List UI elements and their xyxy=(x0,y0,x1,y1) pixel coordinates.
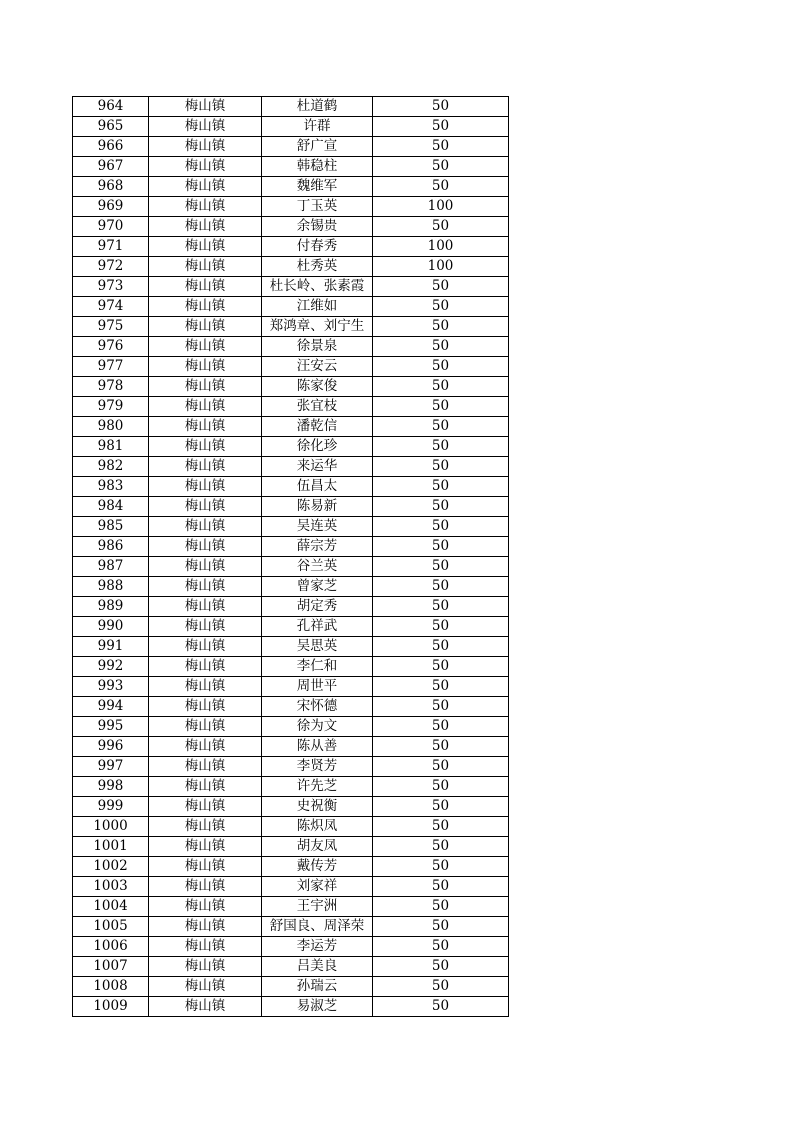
row-number-cell: 969 xyxy=(73,197,149,217)
table-row xyxy=(73,597,509,617)
town-cell: 梅山镇 xyxy=(149,97,262,117)
row-number-cell: 1006 xyxy=(73,937,149,957)
table-row xyxy=(73,817,509,837)
row-number-cell: 965 xyxy=(73,117,149,137)
name-cell: 丁玉英 xyxy=(262,197,373,217)
amount-cell: 50 xyxy=(373,597,509,617)
table-row xyxy=(73,97,509,117)
town-cell: 梅山镇 xyxy=(149,837,262,857)
name-cell: 周世平 xyxy=(262,677,373,697)
town-cell: 梅山镇 xyxy=(149,437,262,457)
town-cell: 梅山镇 xyxy=(149,677,262,697)
amount-cell: 50 xyxy=(373,337,509,357)
name-cell: 杜长岭、张素霞 xyxy=(262,277,373,297)
amount-cell: 50 xyxy=(373,817,509,837)
town-cell: 梅山镇 xyxy=(149,157,262,177)
name-cell: 薛宗芳 xyxy=(262,537,373,557)
name-cell: 李运芳 xyxy=(262,937,373,957)
amount-cell: 50 xyxy=(373,697,509,717)
amount-cell: 100 xyxy=(373,197,509,217)
table-row xyxy=(73,917,509,937)
table-row xyxy=(73,657,509,677)
amount-cell: 50 xyxy=(373,497,509,517)
town-cell: 梅山镇 xyxy=(149,477,262,497)
amount-cell: 50 xyxy=(373,677,509,697)
town-cell: 梅山镇 xyxy=(149,957,262,977)
row-number-cell: 994 xyxy=(73,697,149,717)
table-row xyxy=(73,697,509,717)
town-cell: 梅山镇 xyxy=(149,617,262,637)
town-cell: 梅山镇 xyxy=(149,257,262,277)
town-cell: 梅山镇 xyxy=(149,337,262,357)
name-cell: 舒国良、周泽荣 xyxy=(262,917,373,937)
amount-cell: 50 xyxy=(373,917,509,937)
town-cell: 梅山镇 xyxy=(149,377,262,397)
amount-cell: 50 xyxy=(373,977,509,997)
table-row xyxy=(73,117,509,137)
table-row xyxy=(73,217,509,237)
name-cell: 易淑芝 xyxy=(262,997,373,1017)
table-row xyxy=(73,997,509,1017)
name-cell: 张宜枝 xyxy=(262,397,373,417)
name-cell: 陈家俊 xyxy=(262,377,373,397)
table-row xyxy=(73,417,509,437)
name-cell: 韩稳柱 xyxy=(262,157,373,177)
name-cell: 刘家祥 xyxy=(262,877,373,897)
amount-cell: 100 xyxy=(373,237,509,257)
town-cell: 梅山镇 xyxy=(149,697,262,717)
name-cell: 孙瑞云 xyxy=(262,977,373,997)
table-row xyxy=(73,157,509,177)
row-number-cell: 983 xyxy=(73,477,149,497)
town-cell: 梅山镇 xyxy=(149,397,262,417)
table-row xyxy=(73,677,509,697)
town-cell: 梅山镇 xyxy=(149,717,262,737)
table-row xyxy=(73,497,509,517)
town-cell: 梅山镇 xyxy=(149,917,262,937)
name-cell: 胡友凤 xyxy=(262,837,373,857)
row-number-cell: 1001 xyxy=(73,837,149,857)
row-number-cell: 989 xyxy=(73,597,149,617)
town-cell: 梅山镇 xyxy=(149,237,262,257)
table-row xyxy=(73,197,509,217)
row-number-cell: 984 xyxy=(73,497,149,517)
town-cell: 梅山镇 xyxy=(149,297,262,317)
amount-cell: 50 xyxy=(373,157,509,177)
table-row xyxy=(73,137,509,157)
name-cell: 伍昌太 xyxy=(262,477,373,497)
row-number-cell: 995 xyxy=(73,717,149,737)
amount-cell: 50 xyxy=(373,717,509,737)
table-row xyxy=(73,277,509,297)
town-cell: 梅山镇 xyxy=(149,537,262,557)
town-cell: 梅山镇 xyxy=(149,517,262,537)
amount-cell: 50 xyxy=(373,937,509,957)
name-cell: 郑鸿章、刘宁生 xyxy=(262,317,373,337)
table-row xyxy=(73,557,509,577)
record-table xyxy=(72,96,509,1017)
table-row xyxy=(73,457,509,477)
row-number-cell: 1008 xyxy=(73,977,149,997)
amount-cell: 50 xyxy=(373,537,509,557)
table-row xyxy=(73,437,509,457)
amount-cell: 50 xyxy=(373,377,509,397)
row-number-cell: 967 xyxy=(73,157,149,177)
name-cell: 陈从善 xyxy=(262,737,373,757)
name-cell: 李贤芳 xyxy=(262,757,373,777)
name-cell: 徐化珍 xyxy=(262,437,373,457)
name-cell: 杜秀英 xyxy=(262,257,373,277)
table-row xyxy=(73,177,509,197)
town-cell: 梅山镇 xyxy=(149,597,262,617)
name-cell: 余锡贵 xyxy=(262,217,373,237)
town-cell: 梅山镇 xyxy=(149,197,262,217)
amount-cell: 50 xyxy=(373,117,509,137)
name-cell: 徐景泉 xyxy=(262,337,373,357)
table-row xyxy=(73,357,509,377)
table-row xyxy=(73,737,509,757)
town-cell: 梅山镇 xyxy=(149,117,262,137)
row-number-cell: 1004 xyxy=(73,897,149,917)
amount-cell: 50 xyxy=(373,837,509,857)
table-row xyxy=(73,877,509,897)
town-cell: 梅山镇 xyxy=(149,877,262,897)
name-cell: 魏维军 xyxy=(262,177,373,197)
amount-cell: 50 xyxy=(373,417,509,437)
row-number-cell: 999 xyxy=(73,797,149,817)
amount-cell: 50 xyxy=(373,637,509,657)
name-cell: 吴思英 xyxy=(262,637,373,657)
table-row xyxy=(73,937,509,957)
table-row xyxy=(73,757,509,777)
town-cell: 梅山镇 xyxy=(149,177,262,197)
amount-cell: 50 xyxy=(373,317,509,337)
name-cell: 江维如 xyxy=(262,297,373,317)
row-number-cell: 996 xyxy=(73,737,149,757)
town-cell: 梅山镇 xyxy=(149,137,262,157)
amount-cell: 50 xyxy=(373,297,509,317)
row-number-cell: 988 xyxy=(73,577,149,597)
table-row xyxy=(73,617,509,637)
name-cell: 汪安云 xyxy=(262,357,373,377)
town-cell: 梅山镇 xyxy=(149,857,262,877)
table-row xyxy=(73,237,509,257)
table-row xyxy=(73,297,509,317)
name-cell: 徐为文 xyxy=(262,717,373,737)
name-cell: 杜道鹤 xyxy=(262,97,373,117)
row-number-cell: 980 xyxy=(73,417,149,437)
town-cell: 梅山镇 xyxy=(149,937,262,957)
row-number-cell: 981 xyxy=(73,437,149,457)
row-number-cell: 993 xyxy=(73,677,149,697)
table-row xyxy=(73,717,509,737)
amount-cell: 50 xyxy=(373,277,509,297)
table-row xyxy=(73,797,509,817)
table-row xyxy=(73,257,509,277)
row-number-cell: 1005 xyxy=(73,917,149,937)
amount-cell: 50 xyxy=(373,137,509,157)
town-cell: 梅山镇 xyxy=(149,797,262,817)
table-row xyxy=(73,857,509,877)
town-cell: 梅山镇 xyxy=(149,277,262,297)
name-cell: 胡定秀 xyxy=(262,597,373,617)
town-cell: 梅山镇 xyxy=(149,657,262,677)
row-number-cell: 987 xyxy=(73,557,149,577)
row-number-cell: 966 xyxy=(73,137,149,157)
table-body xyxy=(73,97,509,1017)
town-cell: 梅山镇 xyxy=(149,997,262,1017)
name-cell: 来运华 xyxy=(262,457,373,477)
row-number-cell: 979 xyxy=(73,397,149,417)
amount-cell: 50 xyxy=(373,737,509,757)
town-cell: 梅山镇 xyxy=(149,977,262,997)
amount-cell: 50 xyxy=(373,177,509,197)
row-number-cell: 975 xyxy=(73,317,149,337)
name-cell: 舒广宣 xyxy=(262,137,373,157)
table-row xyxy=(73,317,509,337)
table-row xyxy=(73,577,509,597)
name-cell: 陈炽凤 xyxy=(262,817,373,837)
amount-cell: 50 xyxy=(373,217,509,237)
amount-cell: 100 xyxy=(373,257,509,277)
amount-cell: 50 xyxy=(373,357,509,377)
name-cell: 孔祥武 xyxy=(262,617,373,637)
row-number-cell: 985 xyxy=(73,517,149,537)
row-number-cell: 1003 xyxy=(73,877,149,897)
table-row xyxy=(73,537,509,557)
amount-cell: 50 xyxy=(373,457,509,477)
row-number-cell: 970 xyxy=(73,217,149,237)
row-number-cell: 997 xyxy=(73,757,149,777)
table-row xyxy=(73,977,509,997)
table-row xyxy=(73,517,509,537)
table-row xyxy=(73,777,509,797)
town-cell: 梅山镇 xyxy=(149,637,262,657)
table-row xyxy=(73,377,509,397)
name-cell: 谷兰英 xyxy=(262,557,373,577)
name-cell: 曾家芝 xyxy=(262,577,373,597)
table-row xyxy=(73,637,509,657)
row-number-cell: 971 xyxy=(73,237,149,257)
amount-cell: 50 xyxy=(373,957,509,977)
row-number-cell: 1007 xyxy=(73,957,149,977)
town-cell: 梅山镇 xyxy=(149,757,262,777)
town-cell: 梅山镇 xyxy=(149,497,262,517)
table-row xyxy=(73,897,509,917)
table-row xyxy=(73,837,509,857)
town-cell: 梅山镇 xyxy=(149,777,262,797)
name-cell: 许先芝 xyxy=(262,777,373,797)
amount-cell: 50 xyxy=(373,997,509,1017)
row-number-cell: 992 xyxy=(73,657,149,677)
town-cell: 梅山镇 xyxy=(149,557,262,577)
name-cell: 戴传芳 xyxy=(262,857,373,877)
name-cell: 许群 xyxy=(262,117,373,137)
row-number-cell: 1002 xyxy=(73,857,149,877)
row-number-cell: 1000 xyxy=(73,817,149,837)
row-number-cell: 968 xyxy=(73,177,149,197)
name-cell: 王宇洲 xyxy=(262,897,373,917)
row-number-cell: 982 xyxy=(73,457,149,477)
name-cell: 吕美良 xyxy=(262,957,373,977)
amount-cell: 50 xyxy=(373,757,509,777)
table-row xyxy=(73,957,509,977)
row-number-cell: 964 xyxy=(73,97,149,117)
row-number-cell: 986 xyxy=(73,537,149,557)
name-cell: 陈易新 xyxy=(262,497,373,517)
table-row xyxy=(73,477,509,497)
town-cell: 梅山镇 xyxy=(149,417,262,437)
row-number-cell: 978 xyxy=(73,377,149,397)
name-cell: 史祝衡 xyxy=(262,797,373,817)
name-cell: 宋怀德 xyxy=(262,697,373,717)
row-number-cell: 974 xyxy=(73,297,149,317)
town-cell: 梅山镇 xyxy=(149,217,262,237)
amount-cell: 50 xyxy=(373,97,509,117)
town-cell: 梅山镇 xyxy=(149,737,262,757)
town-cell: 梅山镇 xyxy=(149,817,262,837)
row-number-cell: 990 xyxy=(73,617,149,637)
town-cell: 梅山镇 xyxy=(149,317,262,337)
amount-cell: 50 xyxy=(373,437,509,457)
table-row xyxy=(73,397,509,417)
name-cell: 付春秀 xyxy=(262,237,373,257)
row-number-cell: 977 xyxy=(73,357,149,377)
table-row xyxy=(73,337,509,357)
amount-cell: 50 xyxy=(373,857,509,877)
amount-cell: 50 xyxy=(373,897,509,917)
amount-cell: 50 xyxy=(373,517,509,537)
name-cell: 吴连英 xyxy=(262,517,373,537)
town-cell: 梅山镇 xyxy=(149,577,262,597)
amount-cell: 50 xyxy=(373,797,509,817)
row-number-cell: 976 xyxy=(73,337,149,357)
row-number-cell: 972 xyxy=(73,257,149,277)
town-cell: 梅山镇 xyxy=(149,897,262,917)
amount-cell: 50 xyxy=(373,557,509,577)
town-cell: 梅山镇 xyxy=(149,457,262,477)
amount-cell: 50 xyxy=(373,777,509,797)
row-number-cell: 998 xyxy=(73,777,149,797)
amount-cell: 50 xyxy=(373,477,509,497)
row-number-cell: 973 xyxy=(73,277,149,297)
amount-cell: 50 xyxy=(373,877,509,897)
amount-cell: 50 xyxy=(373,397,509,417)
row-number-cell: 991 xyxy=(73,637,149,657)
name-cell: 潘乾信 xyxy=(262,417,373,437)
amount-cell: 50 xyxy=(373,657,509,677)
amount-cell: 50 xyxy=(373,577,509,597)
amount-cell: 50 xyxy=(373,617,509,637)
row-number-cell: 1009 xyxy=(73,997,149,1017)
town-cell: 梅山镇 xyxy=(149,357,262,377)
name-cell: 李仁和 xyxy=(262,657,373,677)
